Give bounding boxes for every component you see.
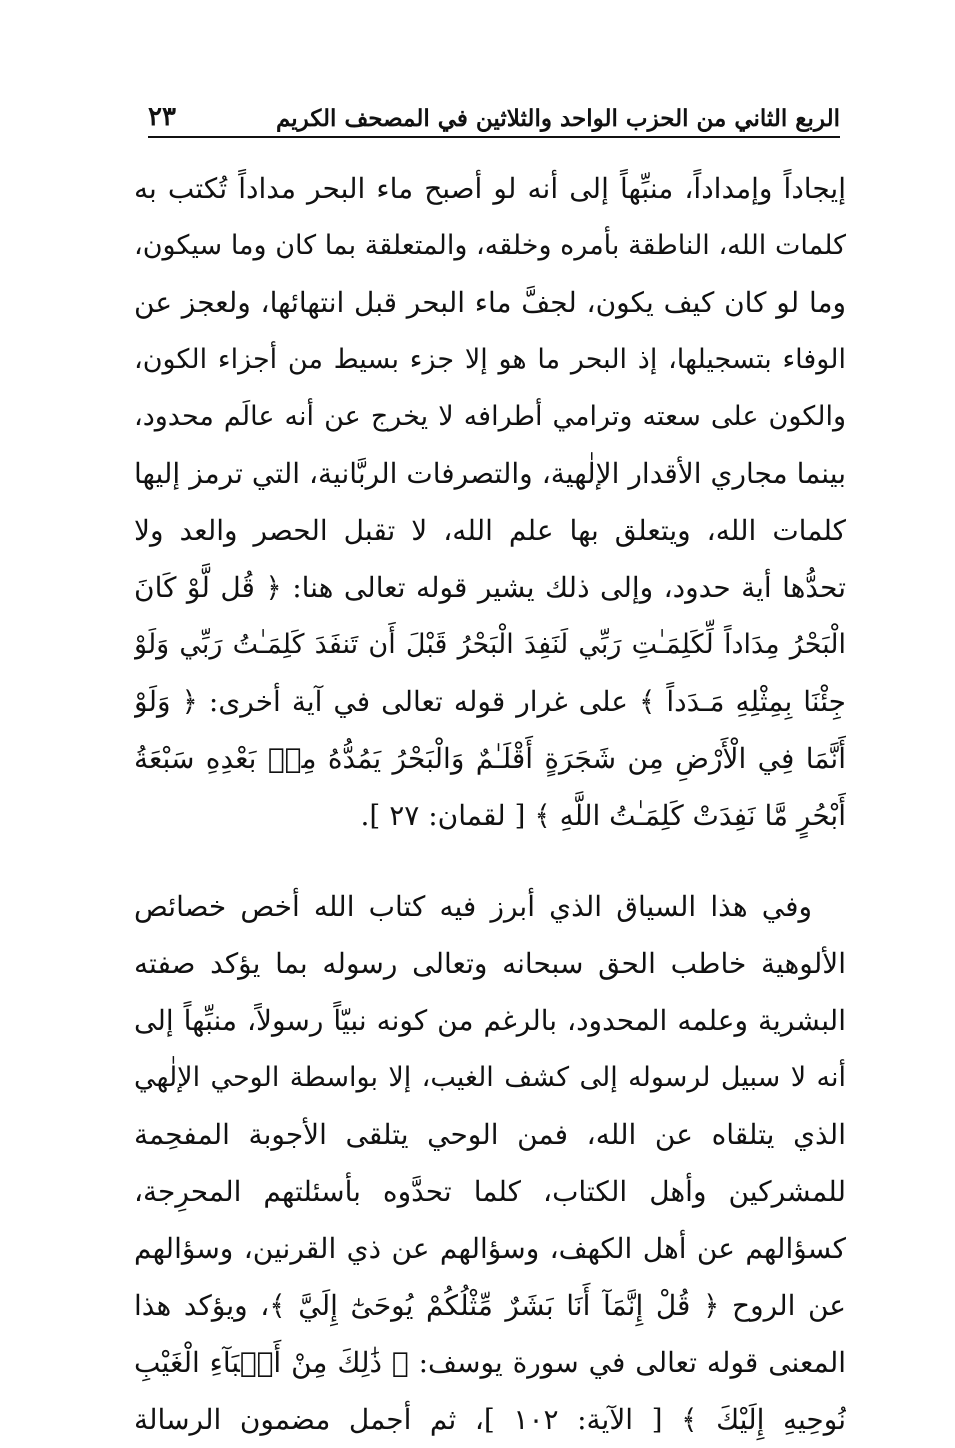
text-line: بينما مجاري الأقدار الإلٰهية، والتصرفات الربَّانية، التي ترمز إليها xyxy=(134,457,846,490)
paragraph-1 xyxy=(134,160,846,844)
text-line: كلمات الله، الناطقة بأمره وخلقه، والمتعلقة بما كان وما سيكون، xyxy=(134,230,846,261)
text-line: البشرية وعلمه المحدود، بالرغم من كونه نبيّاً رسولاً، منبِّهاً إلى xyxy=(134,1004,846,1037)
text-line: والكون على سعته وترامي أطرافه لا يخرج عن أنه عالَم محدود، xyxy=(134,401,846,432)
text-line: وفي هذا السياق الذي أبرز فيه كتاب الله أخص خصائص xyxy=(134,890,812,923)
text-line: أَبْحُرٍ مَّا نَفِدَتْ كَلِمَـٰتُ اللَّهِ ﴾ [ لقمان: ٢٧ ]. xyxy=(360,799,846,832)
text-line: عن الروح ﴿ قُلْ إِنَّمَآ أَنَا بَشَرٌ مِّثْلُكُمْ يُوحَىٰٓ إِلَيَّ ﴾، ويؤكد هذا xyxy=(134,1289,846,1322)
text-line: كلمات الله، ويتعلق بها علم الله، لا تقبل الحصر والعد ولا xyxy=(134,514,846,547)
text-line: جِئْنَا بِمِثْلِهِ مَـدَداً ﴾ على غرار قوله تعالى في آية أخرى: ﴿ وَلَوْ xyxy=(134,685,846,718)
text-line: إيجاداً وإمداداً، منبِّهاً إلى أنه لو أصبح ماء البحر مداداً تُكتب به xyxy=(134,172,846,205)
text-line: تحدُّها أية حدود، وإلى ذلك يشير قوله تعالى هنا: ﴿ قُل لَّوْ كَانَ xyxy=(134,571,846,604)
text-line: المعنى قوله تعالى في سورة يوسف: ﴿ ذَٰلِكَ مِنْ أَنۢبَآءِ الْغَيْبِ xyxy=(134,1346,846,1379)
text-line: نُوحِيهِ إِلَيْكَ ﴾ [ الآية: ١٠٢ ]، ثم أجمل مضمون الرسالة xyxy=(134,1403,846,1436)
text-line: الوفاء بتسجيلها، إذ البحر ما هو إلا جزء بسيط من أجزاء الكون، xyxy=(134,344,846,375)
quran-quote-line: الْبَحْرُ مِدَاداً لِّكَلِمَـٰتِ رَبِّي لَنَفِدَ الْبَحْرُ قَبْلَ أَن تَنفَدَ كَلِمَـٰتُ رَبِّي وَلَوْ xyxy=(134,629,846,660)
text-line: كسؤالهم عن أهل الكهف، وسؤالهم عن ذي القرنين، وسؤالهم xyxy=(134,1232,846,1265)
body-text xyxy=(134,160,846,1448)
page-number: ٢٣ xyxy=(148,102,176,132)
running-title: الربع الثاني من الحزب الواحد والثلاثين في المصحف الكريم xyxy=(275,105,840,132)
text-line: أنه لا سبيل لرسوله إلى كشف الغيب، إلا بواسطة الوحي الإلٰهي xyxy=(134,1062,846,1093)
text-line: الذي يتلقاه عن الله، فمن الوحي يتلقى الأجوبة المفحِمة xyxy=(134,1118,846,1151)
text-line: للمشركين وأهل الكتاب، كلما تحدَّوه بأسئلتهم المحرِجة، xyxy=(134,1175,846,1208)
paragraph-spacer xyxy=(134,844,846,878)
paragraph-2 xyxy=(134,878,846,1448)
text-line: الألوهية خاطب الحق سبحانه وتعالى رسوله بما يؤكد صفته xyxy=(134,947,846,980)
quran-quote-line: أَنَّمَا فِي الْأَرْضِ مِن شَجَرَةٍ أَقْلَـٰمٌ وَالْبَحْرُ يَمُدُّهُ مِنۢ بَعْدِهِ سَبْعَةُ xyxy=(134,742,846,775)
text-line: وما لو كان كيف يكون، لجفَّ ماء البحر قبل انتهائها، ولعجز عن xyxy=(134,286,846,319)
header-rule xyxy=(148,136,840,138)
running-header xyxy=(148,92,840,132)
